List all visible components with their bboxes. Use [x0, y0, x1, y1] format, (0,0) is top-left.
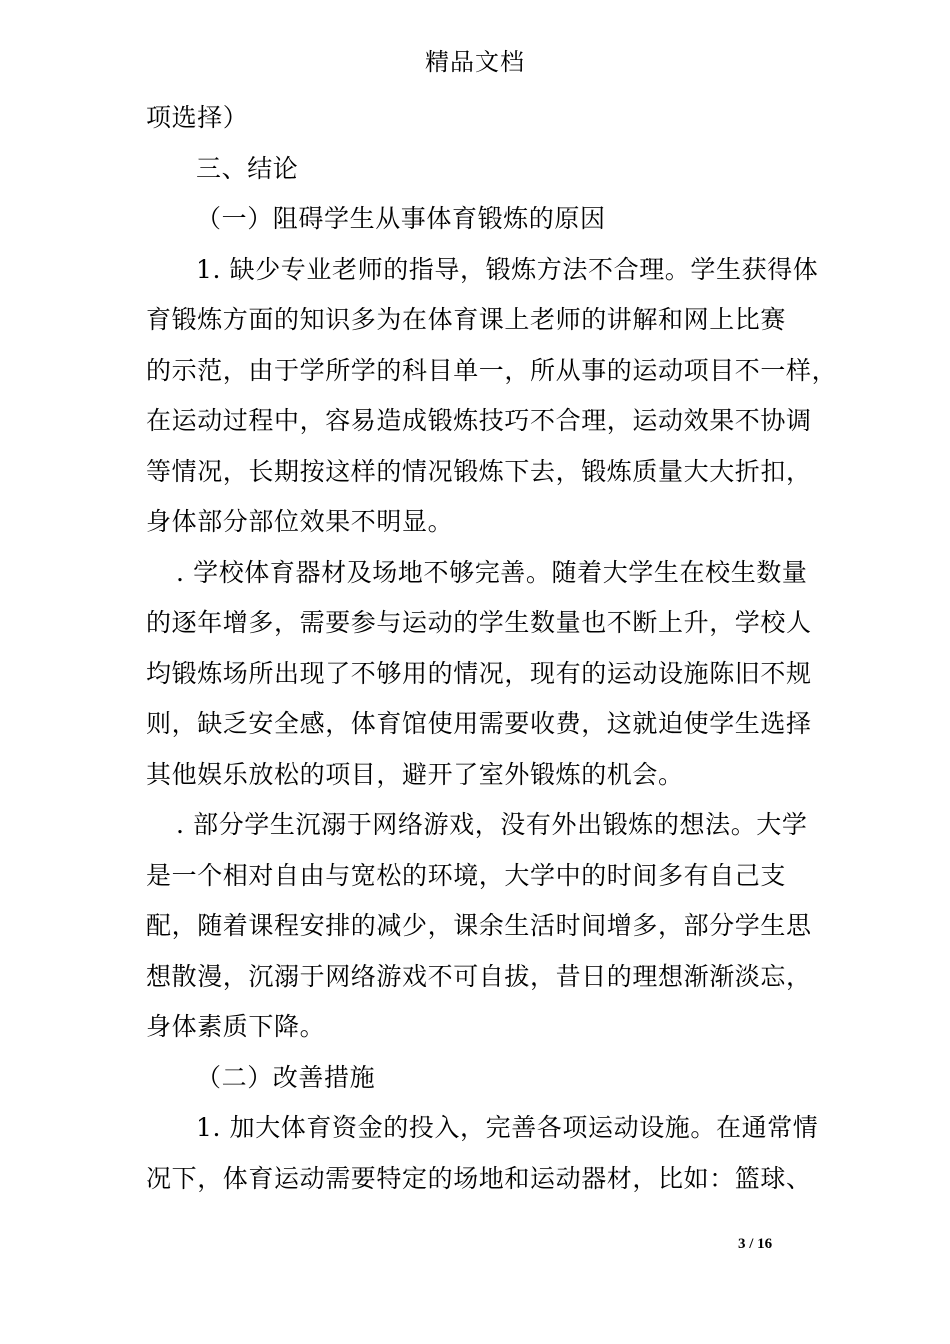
paragraph-line: 其他娱乐放松的项目，避开了室外锻炼的机会。 [146, 759, 684, 789]
paragraph-line: 等情况，长期按这样的情况锻炼下去，锻炼质量大大折扣， [146, 456, 812, 486]
text-line: 项选择） [146, 103, 249, 132]
paragraph-line: 的示范，由于学所学的科目单一，所从事的运动项目不一样， [146, 355, 838, 385]
paragraph-line: 的逐年增多，需要参与运动的学生数量也不断上升，学校人 [146, 608, 812, 637]
paragraph-line: 身体部分部位效果不明显。 [146, 507, 454, 536]
paragraph-line: . 学校体育器材及场地不够完善。随着大学生在校生数量 [176, 557, 808, 587]
document-body [146, 100, 838, 1211]
subsection-heading: （二）改善措施 [196, 1062, 376, 1092]
subsection-heading: （一）阻碍学生从事体育锻炼的原因 [196, 204, 606, 233]
paragraph-line: 在运动过程中，容易造成锻炼技巧不合理，运动效果不协调 [146, 406, 812, 435]
paragraph-line: 是一个相对自由与宽松的环境，大学中的时间多有自己支 [146, 860, 787, 890]
paragraph-line: 1. 加大体育资金的投入，完善各项运动设施。在通常情 [196, 1113, 819, 1142]
page-number: 3 / 16 [738, 1236, 773, 1252]
paragraph-line: 想散漫，沉溺于网络游戏不可自拔，昔日的理想渐渐淡忘， [146, 961, 812, 991]
paragraph-line: 况下，体育运动需要特定的场地和运动器材，比如：篮球、 [146, 1163, 812, 1193]
paragraph-line: 身体素质下降。 [146, 1012, 326, 1041]
paragraph-line: 育锻炼方面的知识多为在体育课上老师的讲解和网上比赛 [146, 305, 787, 334]
page-header-title: 精品文档 [425, 48, 525, 76]
paragraph-line: 均锻炼场所出现了不够用的情况，现有的运动设施陈旧不规 [146, 658, 812, 688]
paragraph-line: 配，随着课程安排的减少，课余生活时间增多，部分学生思 [146, 911, 812, 940]
section-heading: 三、结论 [196, 153, 299, 183]
paragraph-line: 1. 缺少专业老师的指导，锻炼方法不合理。学生获得体 [196, 254, 819, 284]
paragraph-line: . 部分学生沉溺于网络游戏，没有外出锻炼的想法。大学 [176, 810, 808, 839]
paragraph-line: 则，缺乏安全感，体育馆使用需要收费，这就迫使学生选择 [146, 709, 812, 738]
